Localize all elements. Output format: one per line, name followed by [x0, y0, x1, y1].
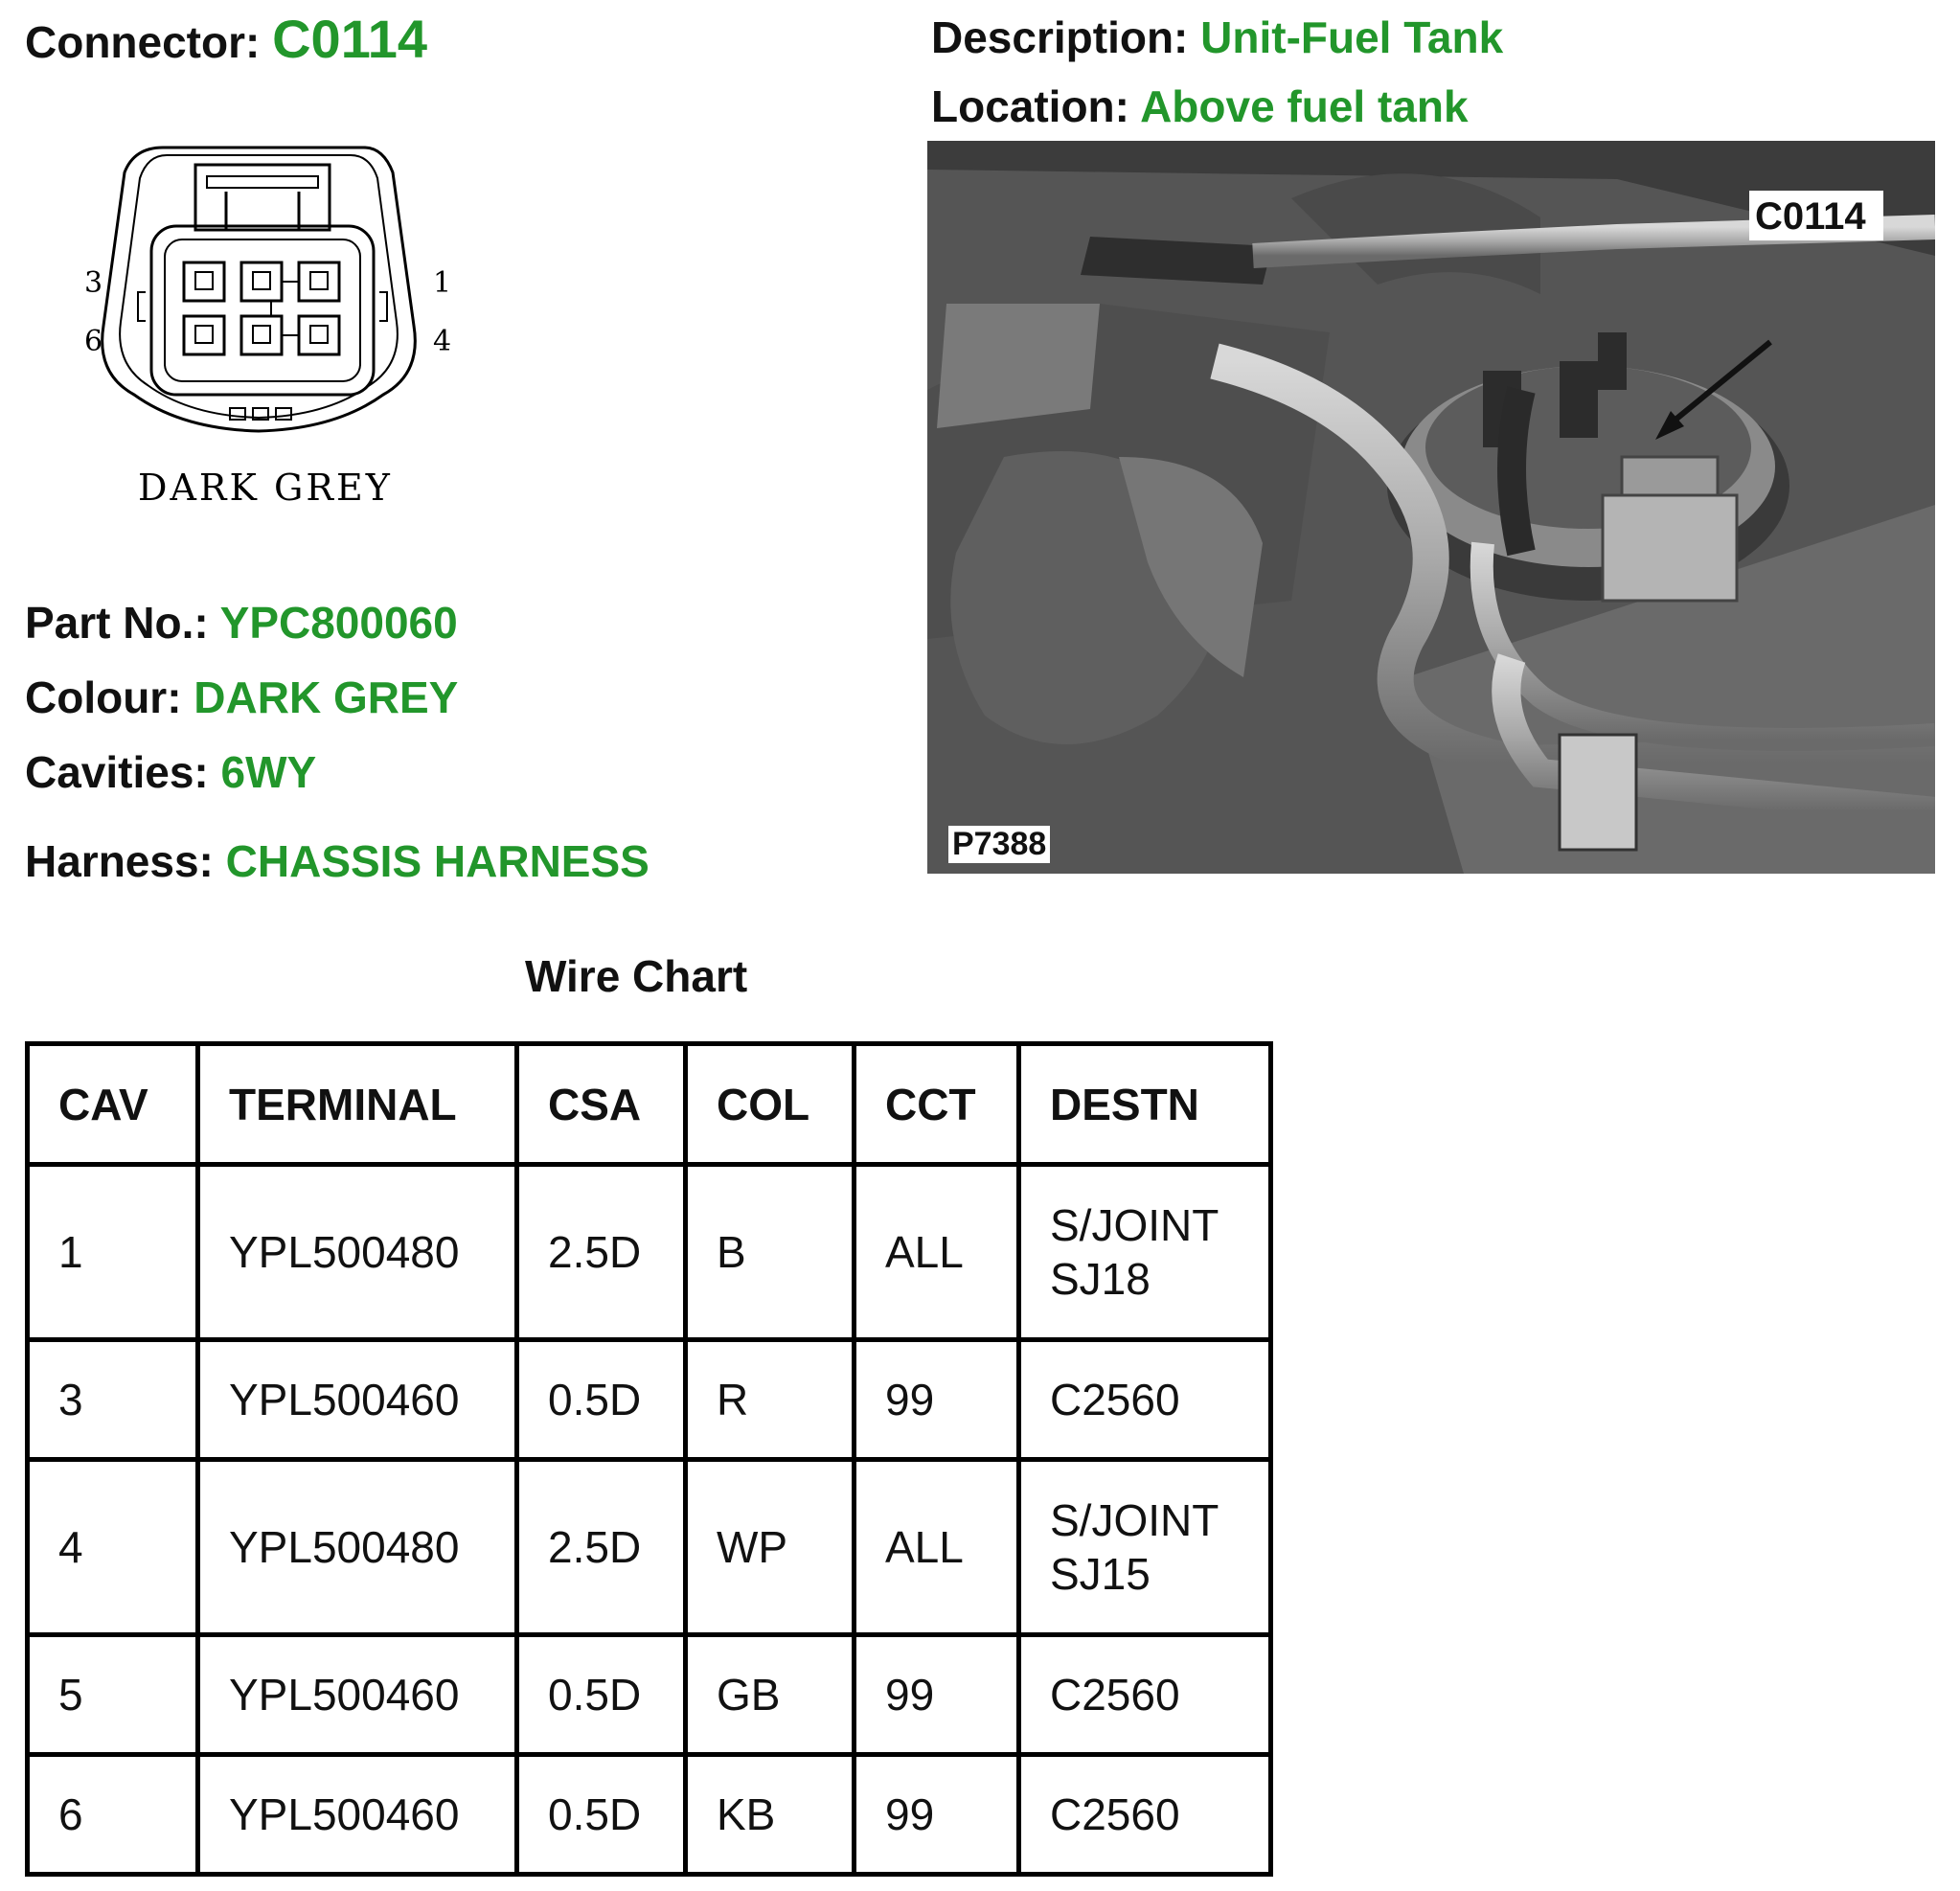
destn-line-1: C2560	[1050, 1789, 1180, 1839]
cell-destn	[1019, 1635, 1271, 1755]
cell-col: GB	[686, 1635, 855, 1755]
cell-csa: 2.5D	[517, 1165, 686, 1340]
pin-label-6: 6	[84, 325, 103, 358]
cell-col: KB	[686, 1755, 855, 1875]
location-photo	[927, 141, 1935, 874]
harness-label: Harness:	[25, 836, 214, 886]
part-no-value: YPC800060	[219, 598, 458, 648]
destn-line-1: S/JOINT	[1050, 1200, 1219, 1250]
harness-field	[25, 835, 650, 887]
cell-destn	[1019, 1340, 1271, 1460]
cell-cct: ALL	[855, 1165, 1019, 1340]
destn-line-2: SJ18	[1050, 1254, 1151, 1304]
wire-chart-table	[25, 1041, 1273, 1877]
cell-cav: 3	[28, 1340, 198, 1460]
harness-value: CHASSIS HARNESS	[225, 836, 650, 886]
connector-value: C0114	[272, 9, 428, 69]
description-value: Unit-Fuel Tank	[1200, 12, 1504, 62]
table-row	[28, 1755, 1271, 1875]
cell-csa: 2.5D	[517, 1460, 686, 1635]
cell-col: R	[686, 1340, 855, 1460]
destn-line-1: C2560	[1050, 1670, 1180, 1720]
cell-col: B	[686, 1165, 855, 1340]
cell-cav: 4	[28, 1460, 198, 1635]
connector-label: Connector:	[25, 17, 261, 67]
cell-csa: 0.5D	[517, 1340, 686, 1460]
location-field	[931, 80, 1469, 132]
table-row	[28, 1340, 1271, 1460]
location-value: Above fuel tank	[1140, 81, 1469, 131]
cell-destn	[1019, 1755, 1271, 1875]
header-col: COL	[686, 1044, 855, 1165]
destn-line-2: SJ15	[1050, 1549, 1151, 1599]
pin-label-4: 4	[433, 325, 452, 358]
connector-field	[25, 8, 427, 70]
header-terminal: TERMINAL	[198, 1044, 517, 1165]
table-row	[28, 1165, 1271, 1340]
header-csa: CSA	[517, 1044, 686, 1165]
description-field	[931, 11, 1503, 63]
header-cav: CAV	[28, 1044, 198, 1165]
colour-label: Colour:	[25, 672, 182, 722]
table-row	[28, 1635, 1271, 1755]
cell-cav: 5	[28, 1635, 198, 1755]
cell-terminal: YPL500480	[198, 1165, 517, 1340]
connector-face-diagram	[57, 134, 498, 527]
table-header-row	[28, 1044, 1271, 1165]
cell-csa: 0.5D	[517, 1635, 686, 1755]
cell-cct: 99	[855, 1755, 1019, 1875]
cell-destn	[1019, 1165, 1271, 1340]
cavities-field	[25, 746, 316, 798]
diagram-caption: DARK GREY	[138, 467, 393, 509]
description-label: Description:	[931, 12, 1189, 62]
cell-cct: 99	[855, 1635, 1019, 1755]
colour-value: DARK GREY	[194, 672, 459, 722]
cell-terminal: YPL500460	[198, 1635, 517, 1755]
cell-csa: 0.5D	[517, 1755, 686, 1875]
cell-cct: 99	[855, 1340, 1019, 1460]
photo-callout: C0114	[1755, 195, 1866, 238]
cavities-label: Cavities:	[25, 747, 209, 797]
cell-col: WP	[686, 1460, 855, 1635]
location-label: Location:	[931, 81, 1129, 131]
photo-reference: P7388	[948, 826, 1050, 863]
cell-terminal: YPL500480	[198, 1460, 517, 1635]
pin-label-1: 1	[433, 266, 452, 300]
header-cct: CCT	[855, 1044, 1019, 1165]
pin-label-3: 3	[84, 266, 103, 300]
cell-cav: 1	[28, 1165, 198, 1340]
cell-terminal: YPL500460	[198, 1340, 517, 1460]
cavities-value: 6WY	[220, 747, 317, 797]
colour-field	[25, 672, 458, 723]
destn-line-1: C2560	[1050, 1375, 1180, 1424]
cell-terminal: YPL500460	[198, 1755, 517, 1875]
destn-line-1: S/JOINT	[1050, 1495, 1219, 1545]
cell-destn	[1019, 1460, 1271, 1635]
part-no-field	[25, 597, 458, 649]
part-no-label: Part No.:	[25, 598, 209, 648]
table-row	[28, 1460, 1271, 1635]
header-destn: DESTN	[1019, 1044, 1271, 1165]
wire-chart-title: Wire Chart	[525, 951, 748, 1001]
cell-cct: ALL	[855, 1460, 1019, 1635]
cell-cav: 6	[28, 1755, 198, 1875]
